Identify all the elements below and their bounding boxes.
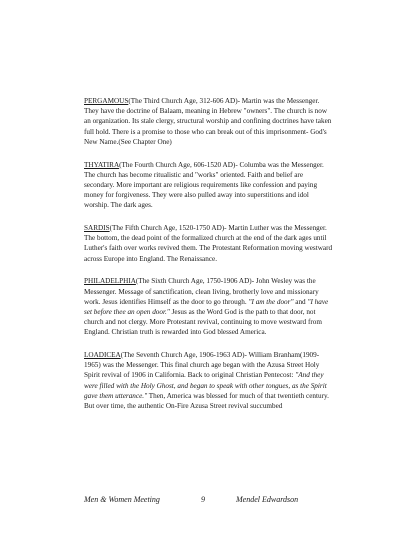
church-age-paragraph [84, 223, 334, 264]
paragraph-text: (The Fifth Church Age, 1520-1750 AD)- Martin Luther was the Messenger. The bottom, the dead point of the formalized church at the end of the dark ages until Luther's faith over works revived them. The Protestant Reformation moving westward across Europe into England. The Renaissance. [84, 224, 333, 263]
church-name: PHILADELPHIA [84, 277, 136, 286]
body-text [84, 96, 334, 411]
footer-author: Mendel Edwardson [236, 495, 299, 504]
church-age-paragraph [84, 276, 334, 337]
scripture-quote: "And they were filled with the Holy Ghost, and began to speak with other tongues, as the Spirit gave them utterance." [84, 371, 327, 400]
paragraph-text: (The Sixth Church Age, 1750-1906 AD)- John Wesley was the Messenger. Message of sanctification, clean living, brotherly love and missionary work. Jesus identifies Himself as the door to go through. [84, 277, 319, 306]
church-name: LOADICEA [84, 351, 121, 360]
paragraph-text: (The Fourth Church Age, 606-1520 AD)- Columba was the Messenger. The church has become ritualistic and "works" oriented. Faith and belief are secondary. More important are religious requirements like confession and paying money for forgiveness. They were also pulled away into superstitions and idol worship. The dark ages. [84, 160, 324, 210]
footer-title: Men & Women Meeting [84, 495, 160, 504]
paragraph-text: Jesus as the Word God is the path to that door, not church and not clergy. More Protestant revival, continuing to move westward from England. Christian truth is rewarded into God blessed America. [84, 307, 322, 337]
church-age-paragraph [84, 96, 334, 147]
paragraph-text: (The Seventh Church Age, 1906-1963 AD)- William Branham(1909-1965) was the Messenger. This final church age began with the Azusa Street Holy Spirit revival of 1906 in California. Back to original Christian Pentecost: [84, 351, 320, 380]
church-age-paragraph [84, 350, 334, 411]
church-age-paragraph [84, 160, 334, 211]
church-name: PERGAMOUS [84, 97, 129, 105]
page-number: 9 [201, 495, 205, 504]
scripture-quote: "I have set before thee an open door." [84, 297, 329, 316]
scripture-quote: "I am the door" [248, 297, 294, 306]
church-name: THYATIRA [84, 160, 120, 169]
paragraph-text: (The Third Church Age, 312-606 AD)- Martin was the Messenger. They have the doctrine of Balaam, meaning in Hebrew "owners". The church is now an organization. Its stale clergy, structural worship and confining doctrines have taken full hold. There is a promise to those who can break out of this imprisonment- God's New Name.(See Chapter One) [84, 97, 332, 146]
church-name: SARDIS [84, 224, 110, 233]
paragraph-text: and [293, 297, 308, 306]
paragraph-text: Then, America was blessed for much of that twentieth century. But over time, the authentic On-Fire Azusa Street revival succumbed [84, 391, 329, 411]
